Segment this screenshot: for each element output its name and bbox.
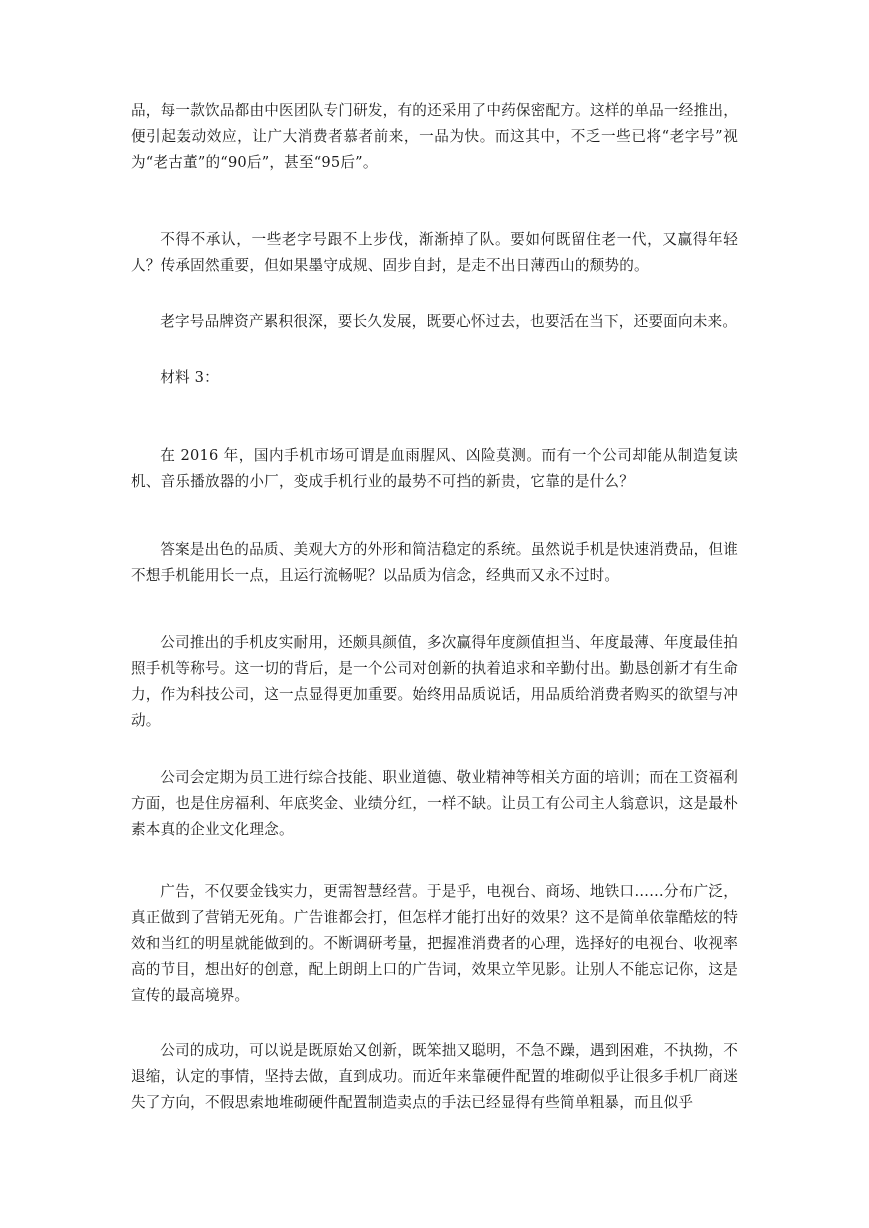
paragraph-1: 品，每一款饮品都由中医团队专门研发，有的还采用了中药保密配方。这样的单品一经推出，便引起轰动效应，让广大消费者慕者前来，一品为快。而这其中，不乏一些已将“老字号”视为“老古董”的“90后”，甚至“95后”。 [131,102,738,171]
paragraph-6: 公司推出的手机皮实耐用，还颇具颜值，多次赢得年度颜值担当、年度最薄、年度最佳拍照手机等称号。这一切的背后，是一个公司对创新的执着追求和辛勤付出。勤恳创新才有生命力，作为科技公司，这一点显得更加重要。始终用品质说话，用品质给消费者购买的欲望与冲动。 [131,634,738,729]
paragraph-7: 公司会定期为员工进行综合技能、职业道德、敬业精神等相关方面的培训；而在工资福利方面，也是住房福利、年底奖金、业绩分红，一样不缺。让员工有公司主人翁意识，这是最朴素本真的企业文化理念。 [131,769,738,838]
paragraph-4: 在 2016 年，国内手机市场可谓是血雨腥风、凶险莫测。而有一个公司却能从制造复读机、音乐播放器的小厂，变成手机行业的最势不可挡的新贵，它靠的是什么？ [131,447,738,490]
paragraph-5: 答案是出色的品质、美观大方的外形和简洁稳定的系统。虽然说手机是快速消费品，但谁不想手机能用长一点，且运行流畅呢？以品质为信念，经典而又永不过时。 [131,541,738,584]
paragraph-3: 老字号品牌资产累积很深，要长久发展，既要心怀过去，也要活在当下，还要面向未来。 [160,313,738,330]
paragraph-9: 公司的成功，可以说是既原始又创新，既笨拙又聪明，不急不躁，遇到困难，不执拗，不退缩，认定的事情，坚持去做，直到成功。而近年来靠硬件配置的堆砌似乎让很多手机厂商迷失了方向，不假思索地堆砌硬件配置制造卖点的手法已经显得有些简单粗暴，而且似乎 [131,1042,738,1111]
paragraph-8: 广告，不仅要金钱实力，更需智慧经营。于是乎，电视台、商场、地铁口……分布广泛，真正做到了营销无死角。广告谁都会打，但怎样才能打出好的效果？这不是简单依靠酷炫的特效和当红的明星就能做到的。不断调研考量，把握准消费者的心理，选择好的电视台、收视率高的节目，想出好的创意，配上朗朗上口的广告词，效果立竿见影。让别人不能忘记你，这是宣传的最高境界。 [131,883,738,1004]
paragraph-2: 不得不承认，一些老字号跟不上步伐，渐渐掉了队。要如何既留住老一代，又赢得年轻人？传承固然重要，但如果墨守成规、固步自封，是走不出日薄西山的颓势的。 [131,231,738,274]
section-heading-material-3: 材料 3： [160,369,219,386]
